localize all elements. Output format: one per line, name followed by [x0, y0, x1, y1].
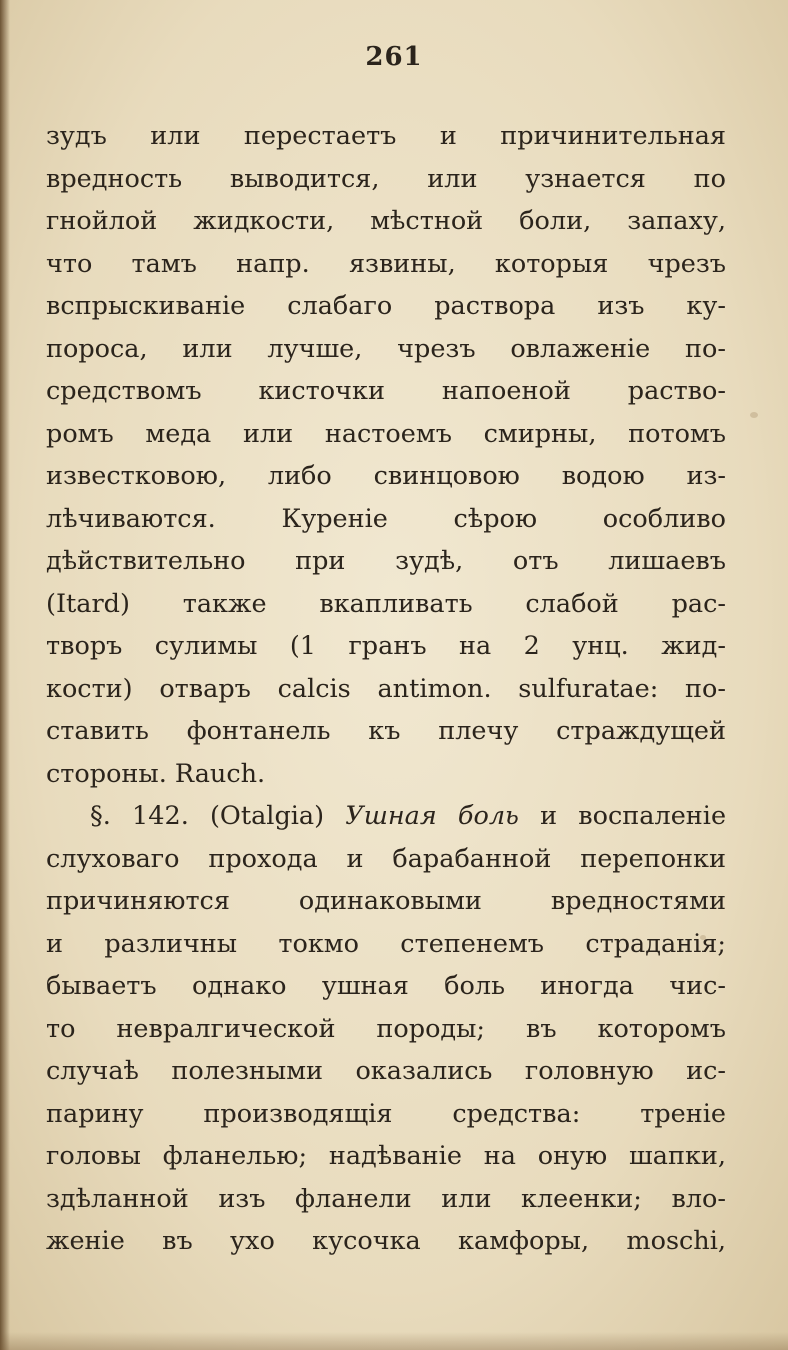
section-heading-line: [46, 795, 726, 838]
text-line: известковою, либо свинцовою водою из-: [46, 461, 726, 491]
text-line: головы фланелью; надѣваніе на оную шапки,: [46, 1141, 726, 1171]
text-line: средствомъ кисточки напоеной раство-: [46, 376, 726, 406]
text-line: бываетъ однако ушная боль иногда чис-: [46, 971, 726, 1001]
text-line: зудъ или перестаетъ и причинительная: [46, 121, 726, 151]
section-marker: §. 142. (Otalgia): [90, 801, 325, 831]
text-line: причиняются одинаковыми вредностями: [46, 886, 726, 916]
text-line: лѣчиваются. Куреніе сѣрою особливо: [46, 503, 726, 534]
text-line: стороны. Rauch.: [46, 758, 266, 789]
text-line: кости) отваръ calcis antimon. sulfuratae: по-: [46, 673, 726, 704]
text-line: и различны токмо степенемъ страданія;: [46, 928, 726, 959]
text-line: творъ сулимы (1 гранъ на 2 унц. жид-: [46, 631, 726, 661]
paper-spot: [750, 412, 758, 418]
text-line: то невралгической породы; въ которомъ: [46, 1013, 726, 1044]
body-text: [46, 115, 726, 1263]
text-line: пороса, или лучше, чрезъ овлаженіе по-: [46, 333, 726, 364]
text-line: случаѣ полезными оказались головную ис-: [46, 1056, 726, 1086]
section-title-continuation: и воспаленіе: [540, 801, 727, 831]
text-line: парину производящія средства: треніе: [46, 1098, 726, 1129]
text-line: ромъ меда или настоемъ смирны, потомъ: [46, 418, 726, 449]
text-line: вредность выводится, или узнается по: [46, 163, 726, 194]
text-line: (Itard) также вкапливать слабой рас-: [46, 588, 726, 619]
text-line: слуховаго прохода и барабанной перепонки: [46, 843, 726, 874]
text-line: ставить фонтанель къ плечу страждущей: [46, 716, 726, 746]
text-line: вспрыскиваніе слабаго раствора изъ ку-: [46, 291, 726, 321]
page-number: 261: [365, 42, 423, 72]
text-line: женіе въ ухо кусочка камфоры, moschi,: [46, 1226, 726, 1256]
text-line: что тамъ напр. язвины, которыя чрезъ: [46, 248, 726, 279]
text-line: гнойлой жидкости, мѣстной боли, запаху,: [46, 206, 726, 236]
text-line: здѣланной изъ фланели или клеенки; вло-: [46, 1183, 726, 1214]
section-title: Ушная боль: [345, 801, 519, 831]
text-line: дѣйствительно при зудѣ, отъ лишаевъ: [46, 546, 726, 576]
